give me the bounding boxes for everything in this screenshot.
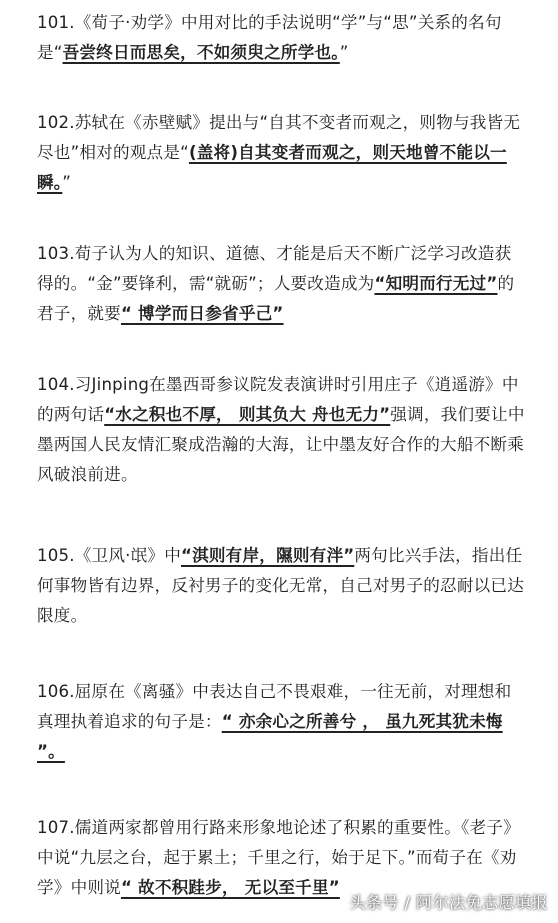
- question-106: [37, 677, 528, 767]
- question-104: [37, 370, 528, 490]
- question-102: [37, 108, 528, 198]
- question-text: 106.屈原在《离骚》中表达自己不畏艰难，一往无前，对理想和真理执着追求的句子是：: [37, 682, 512, 731]
- question-text: 102.苏轼在《赤壁赋》提出与“自其不变者而观之，则物与我皆无尽也”相对的观点是“: [37, 113, 521, 162]
- question-text-tail: ”: [339, 43, 349, 62]
- answer-text: “水之积也不厚， 则其负大 舟也无力”: [104, 405, 391, 424]
- answer-text: “ 故不积跬步， 无以至千里”: [120, 878, 340, 897]
- answer-text: “ 亦余心之所善兮 ， 虽九死其犹未悔 ”。: [37, 712, 503, 761]
- question-103: [37, 239, 528, 329]
- answer-text: 吾尝终日而思矣，不如须臾之所学也。: [62, 43, 340, 62]
- question-text-middle: 的君子，就要: [37, 274, 515, 323]
- question-text: 105.《卫风·氓》中: [37, 546, 181, 565]
- watermark: 头条号 / 阿尔法免志愿填报: [349, 893, 548, 912]
- answer-text: “知明而行无过”: [374, 274, 498, 293]
- answer-text: “淇则有岸，隰则有泮”: [180, 546, 355, 565]
- question-text: 103.荀子认为人的知识、道德、才能是后天不断广泛学习改造获得的。“金”要锋利，需“就砺”；人要改造成为: [37, 244, 512, 293]
- question-text: 104.习Jinping在墨西哥参议院发表演讲时引用庄子《逍遥游》中的两句话: [37, 375, 519, 424]
- answer-text-2: “ 博学而日参省乎己”: [120, 304, 284, 323]
- question-text-tail: 强调，我们要让中墨两国人民友情汇聚成浩瀚的大海，让中墨友好合作的大船不断乘风破浪前进。: [37, 405, 525, 484]
- answer-text: (盖将)自其变者而观之，则天地曾不能以一瞬。: [37, 143, 507, 192]
- question-text: 107.儒道两家都曾用行路来形象地论述了积累的重要性。《老子》中说“九层之台，起于累土；千里之行，始于足下。”而荀子在《劝学》中则说: [37, 818, 520, 897]
- question-text-tail: 两句比兴手法，指出任何事物皆有边界，反衬男子的变化无常，自己对男子的忍耐以已达限度。: [37, 546, 525, 625]
- question-text-tail: ”: [62, 173, 72, 192]
- question-text: 101.《荀子·劝学》中用对比的手法说明“学”与“思”关系的名句是“: [37, 13, 502, 62]
- question-105: [37, 541, 528, 631]
- question-101: [37, 8, 528, 68]
